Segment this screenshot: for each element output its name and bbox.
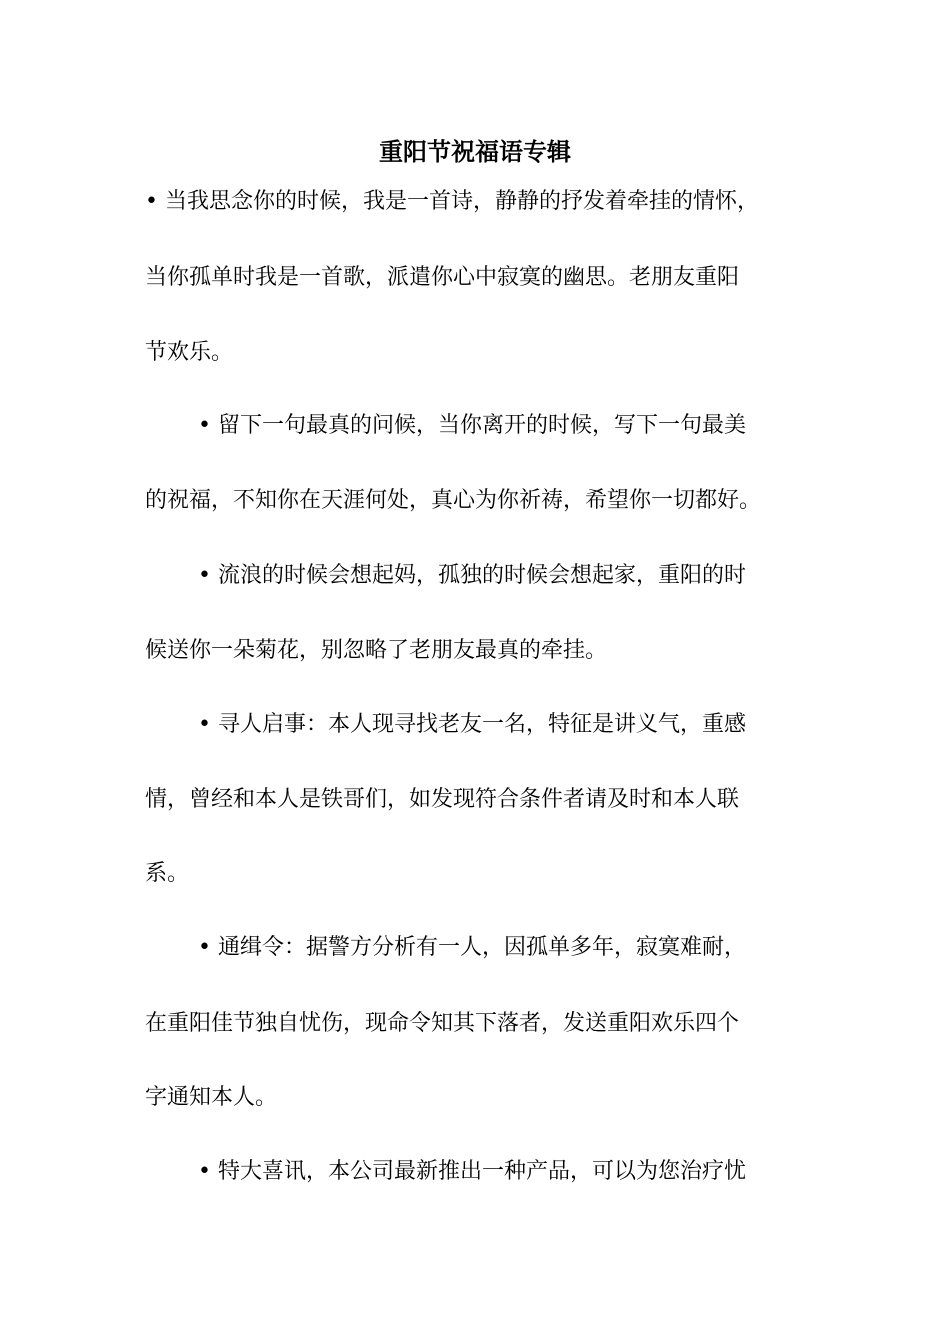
document-title: 重阳节祝福语专辑 [379,137,571,166]
text-line: • 流浪的时候会想起妈，孤独的时候会想起家，重阳的时 [198,563,746,588]
text-line: • 当我思念你的时候，我是一首诗，静静的抒发着牵挂的情怀， [145,189,759,214]
text-line: 节欢乐。 [145,340,234,365]
text-line: 在重阳佳节独自忧伤，现命令知其下落者，发送重阳欢乐四个 [145,1011,740,1036]
text-line: 候送你一朵菊花，别忽略了老朋友最真的牵挂。 [145,638,608,663]
text-line: 情，曾经和本人是铁哥们，如发现符合条件者请及时和本人联 [145,787,740,812]
text-line: 字通知本人。 [145,1085,278,1110]
text-line: 的祝福，不知你在天涯何处，真心为你祈祷，希望你一切都好。 [145,488,762,513]
text-line: • 寻人启事：本人现寻找老友一名，特征是讲义气，重感 [198,712,746,737]
text-line: 系。 [145,861,190,886]
text-line: • 留下一句最真的问候，当你离开的时候，写下一句最美 [198,413,746,438]
text-line: • 通缉令：据警方分析有一人，因孤单多年，寂寞难耐， [198,935,746,960]
text-line: 当你孤单时我是一首歌，派遣你心中寂寞的幽思。老朋友重阳 [145,265,740,290]
text-line: • 特大喜讯，本公司最新推出一种产品，可以为您治疗忧 [198,1159,746,1184]
